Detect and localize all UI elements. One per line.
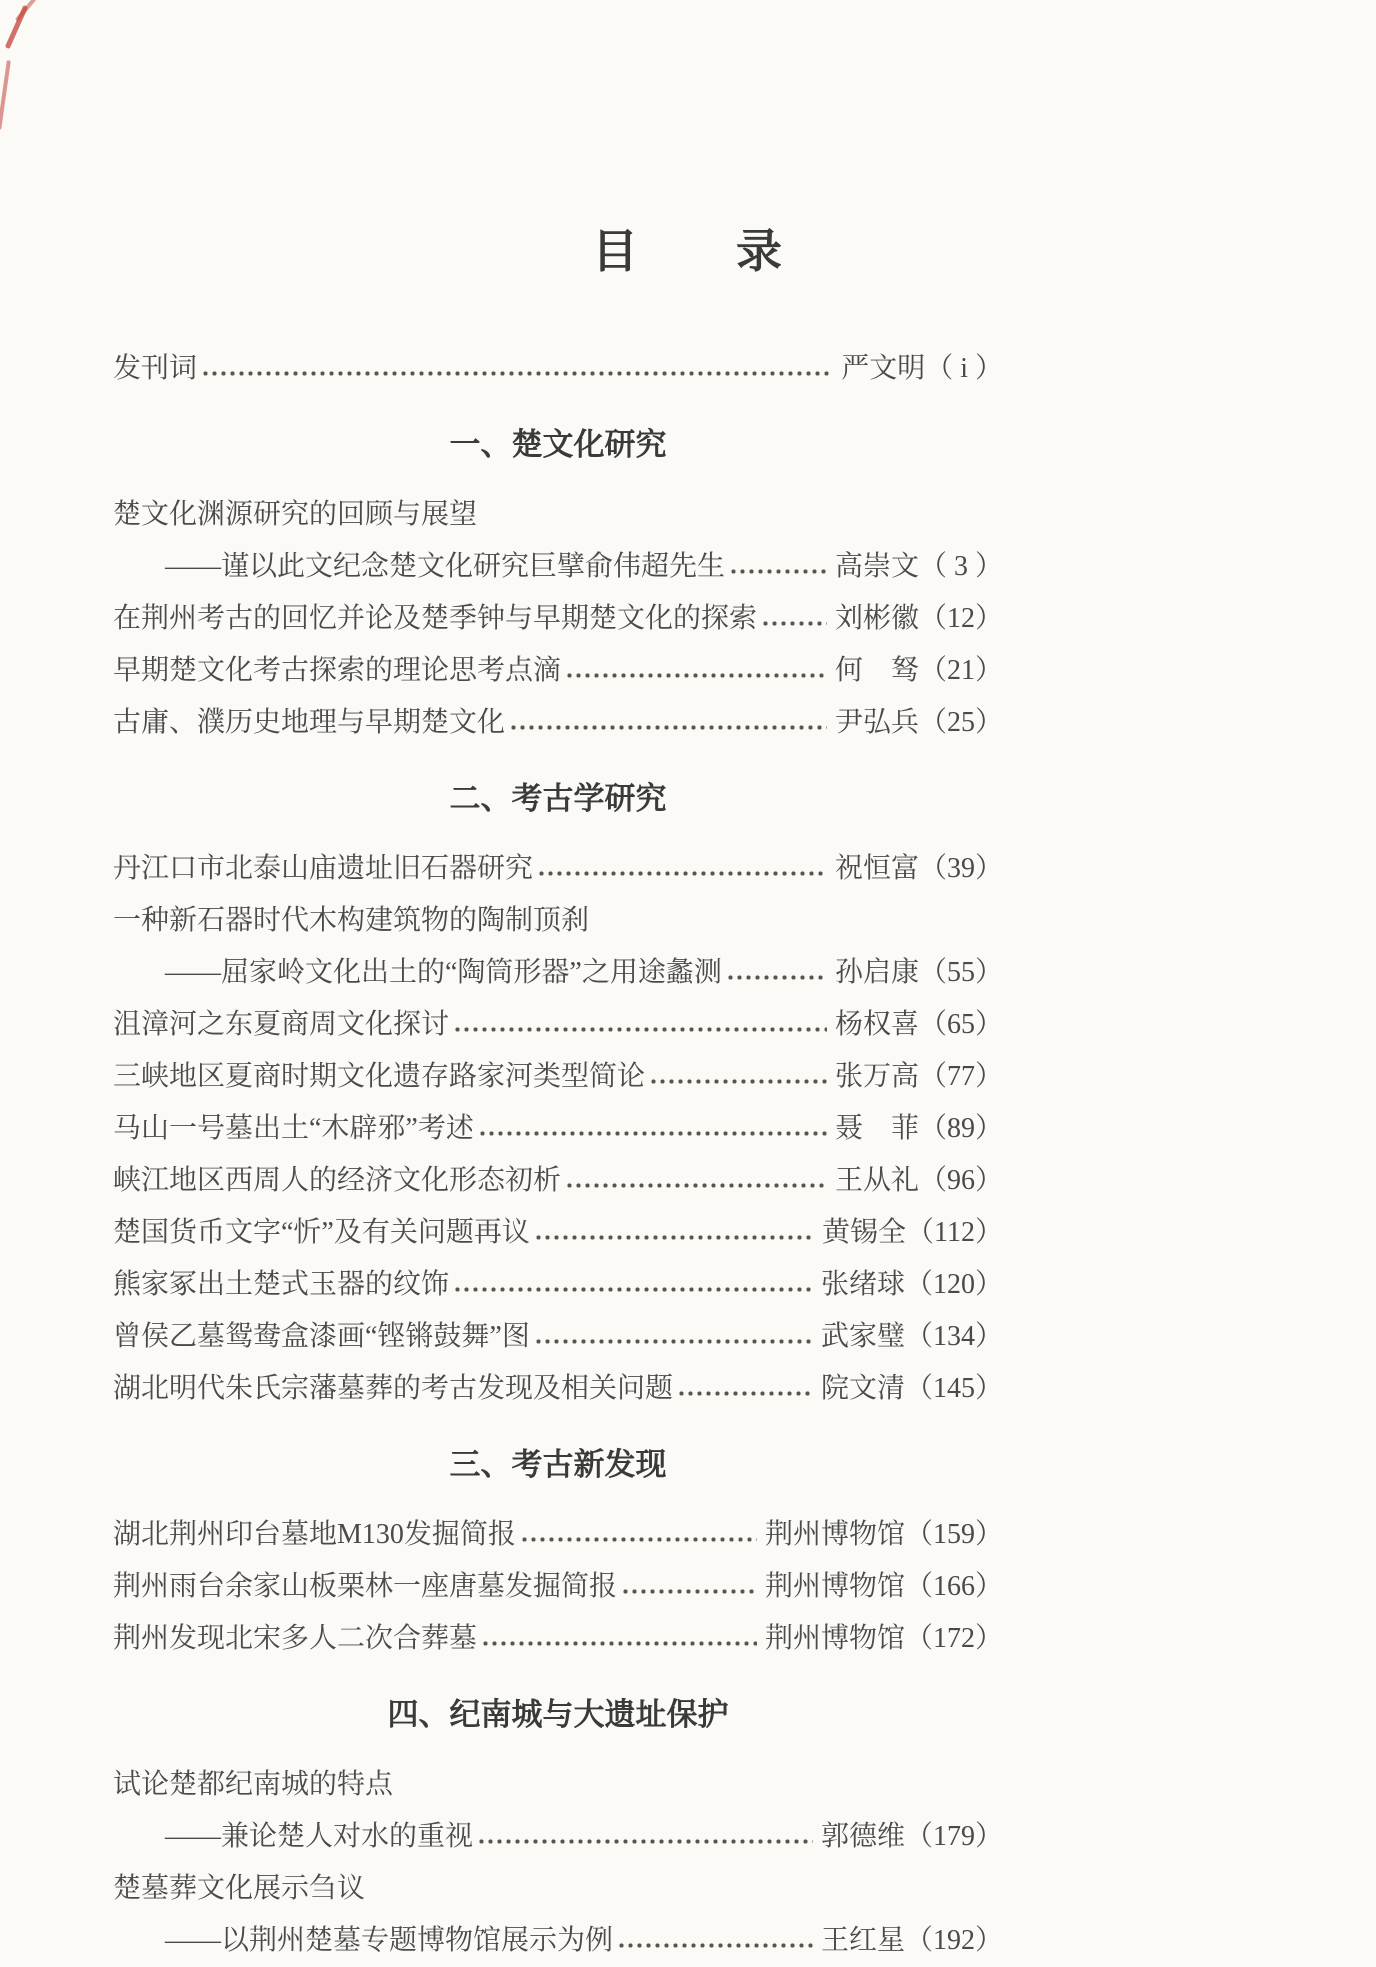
toc-entry-title: 楚国货币文字“忻”及有关问题再议 — [113, 1217, 530, 1248]
toc-entry — [113, 593, 1003, 645]
toc-entry — [113, 697, 1003, 749]
dot-leader — [520, 1509, 757, 1561]
toc-entry-author-page: 王红星（192） — [820, 1925, 1003, 1956]
dot-leader — [677, 1363, 813, 1415]
dot-leader — [621, 1561, 757, 1613]
toc-entry-title: 丹江口市北泰山庙遗址旧石器研究 — [113, 853, 534, 884]
toc-entry-author-page: 杨权喜（65） — [834, 1009, 1003, 1040]
toc-entry-author-page: 张绪球（120） — [820, 1269, 1003, 1300]
toc-entry — [113, 1509, 1003, 1561]
toc-entry-author-page: 刘彬徽（12） — [834, 603, 1003, 634]
toc-entry-author-page: 严文明（ i ） — [841, 353, 1003, 384]
dot-leader — [565, 1155, 827, 1207]
toc-entry-title-line: 一种新石器时代木构建筑物的陶制顶刹 — [113, 905, 590, 936]
toc-entry-title-line: 试论楚都纪南城的特点 — [113, 1769, 394, 1800]
toc-entry — [113, 1259, 1003, 1311]
toc-entry — [113, 1103, 1003, 1155]
toc-entry-title: 在荆州考古的回忆并论及楚季钟与早期楚文化的探索 — [113, 603, 758, 634]
toc-entry — [113, 1311, 1003, 1363]
toc-entry-title: 荆州雨台余家山板栗林一座唐墓发掘简报 — [113, 1571, 618, 1602]
toc-entry — [113, 1613, 1003, 1665]
toc-entry-author-page: 尹弘兵（25） — [834, 707, 1003, 738]
toc-entry-title: 熊家冢出土楚式玉器的纹饰 — [113, 1269, 450, 1300]
toc-entry-title-line: 楚文化渊源研究的回顾与展望 — [113, 499, 478, 530]
toc-entry — [113, 343, 1003, 395]
toc-entry-author-page: 荆州博物馆（166） — [764, 1571, 1003, 1602]
toc-entry-title: ——兼论楚人对水的重视 — [165, 1821, 474, 1852]
toc-entry-title: 马山一号墓出土“木辟邪”考述 — [113, 1113, 474, 1144]
dot-leader — [453, 999, 827, 1051]
toc-entry — [113, 1811, 1003, 1863]
dot-leader — [649, 1051, 827, 1103]
toc-entry — [113, 1051, 1003, 1103]
toc-entry — [113, 999, 1003, 1051]
dot-leader — [477, 1811, 813, 1863]
toc-entry-title-line: 楚墓葬文化展示刍议 — [113, 1873, 366, 1904]
dot-leader — [729, 541, 827, 593]
toc-entry-author-page: 荆州博物馆（159） — [764, 1519, 1003, 1550]
toc-entry-title: 湖北明代朱氏宗藩墓葬的考古发现及相关问题 — [113, 1373, 674, 1404]
toc-entry-title: ——屈家岭文化出土的“陶筒形器”之用途蠡测 — [165, 957, 722, 988]
toc-list — [113, 343, 1003, 1967]
dot-leader — [761, 593, 827, 645]
toc-entry-author-page: 武家璧（134） — [820, 1321, 1003, 1352]
toc-entry-author-page: 何 驽（21） — [834, 655, 1003, 686]
section-heading: 四、纪南城与大遗址保护 — [387, 1697, 729, 1732]
toc-entry — [113, 541, 1003, 593]
toc-entry-title: 古庸、濮历史地理与早期楚文化 — [113, 707, 506, 738]
toc-entry — [113, 1155, 1003, 1207]
toc-entry — [113, 1207, 1003, 1259]
toc-entry — [113, 843, 1003, 895]
toc-entry-author-page: 孙启康（55） — [834, 957, 1003, 988]
dot-leader — [534, 1311, 813, 1363]
toc-entry-author-page: 高崇文（ 3 ） — [834, 551, 1003, 582]
toc-entry-author-page: 祝恒富（39） — [834, 853, 1003, 884]
dot-leader — [201, 343, 833, 395]
toc-entry-title: ——以荆州楚墓专题博物馆展示为例 — [165, 1925, 614, 1956]
dot-leader — [617, 1915, 813, 1967]
dot-leader — [453, 1259, 813, 1311]
toc-entry-author-page: 张万高（77） — [834, 1061, 1003, 1092]
toc-entry-title: 湖北荆州印台墓地M130发掘简报 — [113, 1519, 516, 1550]
dot-leader — [478, 1103, 827, 1155]
toc-entry-title: 峡江地区西周人的经济文化形态初析 — [113, 1165, 562, 1196]
toc-entry-author-page: 聂 菲（89） — [834, 1113, 1003, 1144]
toc-entry — [113, 947, 1003, 999]
toc-entry-title: ——谨以此文纪念楚文化研究巨擘俞伟超先生 — [165, 551, 726, 582]
toc-entry-author-page: 黄锡全（112） — [822, 1217, 1003, 1248]
dot-leader — [537, 843, 827, 895]
dot-leader — [481, 1613, 757, 1665]
toc-entry-title: 发刊词 — [113, 353, 198, 384]
page-title: 目 录 — [592, 226, 784, 277]
toc-entry — [113, 1915, 1003, 1967]
toc-entry-author-page: 荆州博物馆（172） — [764, 1623, 1003, 1654]
toc-entry-author-page: 郭德维（179） — [820, 1821, 1003, 1852]
toc-entry-title: 曾侯乙墓鸳鸯盒漆画“铿锵鼓舞”图 — [113, 1321, 530, 1352]
toc-entry-title: 三峡地区夏商时期文化遗存路家河类型简论 — [113, 1061, 646, 1092]
toc-entry — [113, 1561, 1003, 1613]
toc-entry-title: 沮漳河之东夏商周文化探讨 — [113, 1009, 450, 1040]
dot-leader — [565, 645, 827, 697]
section-heading: 二、考古学研究 — [449, 781, 667, 816]
toc-entry-title: 荆州发现北宋多人二次合葬墓 — [113, 1623, 478, 1654]
toc-entry-author-page: 院文清（145） — [820, 1373, 1003, 1404]
section-heading: 一、楚文化研究 — [449, 427, 667, 462]
toc-entry — [113, 1363, 1003, 1415]
dot-leader — [509, 697, 827, 749]
dot-leader — [726, 947, 827, 999]
toc-entry — [113, 645, 1003, 697]
toc-entry-author-page: 王从礼（96） — [834, 1165, 1003, 1196]
toc-entry-title: 早期楚文化考古探索的理论思考点滴 — [113, 655, 562, 686]
section-heading: 三、考古新发现 — [449, 1447, 667, 1482]
dot-leader — [534, 1207, 814, 1259]
